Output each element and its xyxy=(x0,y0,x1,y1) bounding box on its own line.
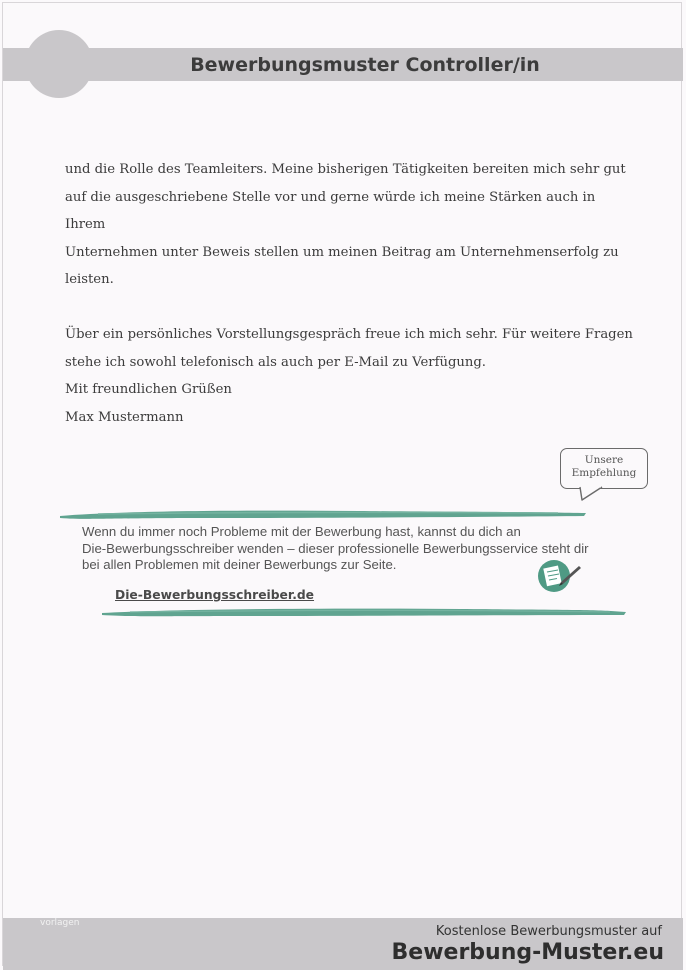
brush-stroke-top xyxy=(58,506,588,522)
promo-link[interactable]: Die-Bewerbungsschreiber.de xyxy=(115,588,315,602)
letter-line: stehe ich sowohl telefonisch als auch per E-Mail zu Verfügung. xyxy=(65,354,487,370)
promo-line: Wenn du immer noch Probleme mit der Bewerbung hast, kannst du dich an xyxy=(82,524,521,539)
bubble-tail-icon xyxy=(572,485,612,503)
letter-closing: Mit freundlichen Grüßen xyxy=(65,382,232,397)
letter-signature: Max Mustermann xyxy=(65,409,184,425)
brush-stroke-bottom xyxy=(100,605,628,619)
page-title: Bewerbungsmuster Controller/in xyxy=(190,54,540,76)
document-pen-icon xyxy=(537,558,583,594)
header-circle xyxy=(25,30,93,98)
letter-line: Über ein persönliches Vorstellungsgespräch freue ich mich sehr. Für weitere Fragen xyxy=(65,327,633,342)
letter-line: Unternehmen unter Beweis stellen um meinen Beitrag am Unternehmenserfolg zu xyxy=(65,244,619,260)
recommendation-bubble xyxy=(560,448,648,489)
letter-line: auf die ausgeschriebene Stelle vor und gerne würde ich meine Stärken auch in Ihrem xyxy=(65,189,596,232)
promo-line: Die-Bewerbungsschreiber wenden – dieser professionelle Bewerbungsservice steht dir xyxy=(82,540,589,556)
bubble-line: Unsere xyxy=(584,454,624,466)
footer-brand[interactable]: Bewerbung-Muster.eu xyxy=(391,940,664,965)
promo-line: bei allen Problemen mit deiner Bewerbungs zur Seite. xyxy=(82,557,397,572)
letter-body xyxy=(65,156,635,431)
letter-line: leisten. xyxy=(65,272,114,287)
paragraph-gap xyxy=(65,294,635,322)
letter-line: und die Rolle des Teamleiters. Meine bisherigen Tätigkeiten bereiten mich sehr gut xyxy=(65,162,626,177)
bubble-line: Empfehlung xyxy=(571,467,637,479)
footer-tagline: Kostenlose Bewerbungsmuster auf xyxy=(435,924,662,939)
watermark: vorlagen xyxy=(40,918,80,928)
